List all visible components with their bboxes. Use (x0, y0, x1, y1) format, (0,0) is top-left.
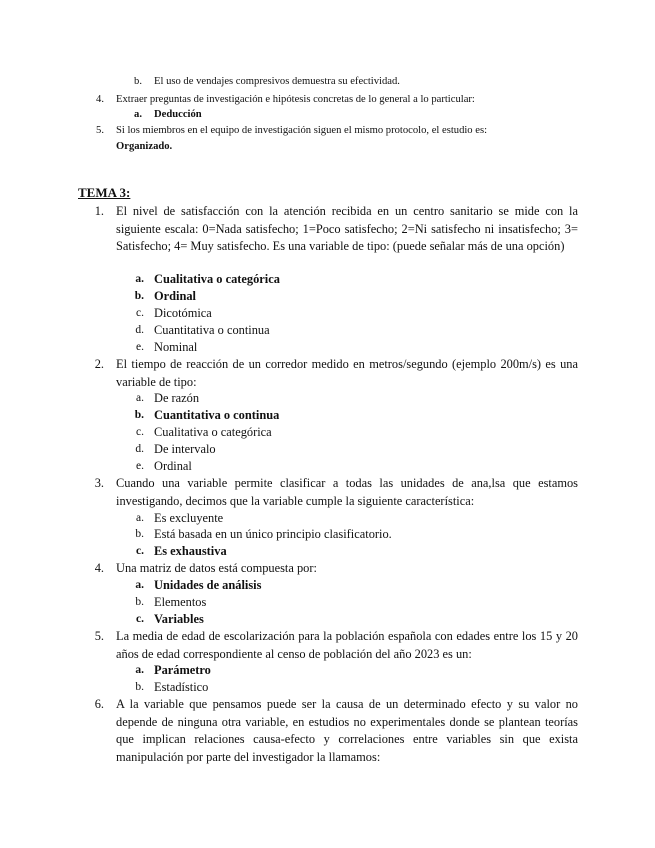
question-number: 4. (94, 561, 104, 575)
option-text: De razón (154, 391, 200, 405)
option-text: Elementos (154, 595, 207, 609)
option-letter: d. (135, 443, 144, 455)
option-correct: Cualitativa o categórica (154, 272, 280, 286)
option-text: Nominal (154, 340, 198, 354)
option-letter: a. (135, 273, 144, 285)
option-letter: a. (135, 664, 144, 676)
option-correct: Cuantitativa o continua (154, 408, 280, 422)
option-letter: b. (134, 409, 144, 421)
question-text: El nivel de satisfacción con la atención recibida en un centro sanitario se mide con la siguiente escala: 0=Nada satisfecho; 1=Poco satisfecho; 2=Ni satisfecho ni insatisfecho; 3= Satisfecho; 4= Muy satisfecho. Es una variable de tipo: (puede señalar más de una opción) (116, 204, 578, 254)
option-correct: Variables (154, 612, 204, 626)
option-text: Cualitativa o categórica (154, 425, 272, 439)
prev-option-text: El uso de vendajes compresivos demuestra su efectividad. (154, 76, 400, 87)
question-number: 3. (94, 476, 104, 490)
option-text: De intervalo (154, 442, 216, 456)
option-text: Ordinal (154, 459, 192, 473)
option-text: Dicotómica (154, 306, 212, 320)
option-letter: c. (136, 426, 144, 438)
prev-q4-text: Extraer preguntas de investigación e hipótesis concretas de lo general a lo particular: (116, 94, 475, 105)
option-letter: e. (136, 341, 144, 353)
option-correct: Es exhaustiva (154, 544, 227, 558)
question-text: Cuando una variable permite clasificar a todas las unidades de ana,lsa que estamos investigando, decimos que la variable cumple la siguiente característica: (116, 476, 578, 508)
option-text: Está basada en un único principio clasificatorio. (154, 527, 392, 541)
option-letter: a. (136, 392, 144, 404)
prev-q4-answer-letter: a. (134, 109, 142, 120)
prev-q5-number: 5. (96, 125, 104, 136)
question-number: 1. (94, 204, 104, 218)
option-letter: e. (136, 460, 144, 472)
option-letter: b. (134, 290, 144, 302)
option-letter: b. (135, 681, 144, 693)
option-letter: a. (135, 579, 144, 591)
option-text: Es excluyente (154, 511, 224, 525)
question-number: 6. (94, 697, 104, 711)
prev-q4-number: 4. (96, 94, 104, 105)
option-letter: c. (136, 613, 144, 625)
prev-q5-answer: Organizado. (116, 141, 173, 152)
option-letter: c. (136, 545, 144, 557)
question-number: 5. (94, 629, 104, 643)
option-text: Cuantitativa o continua (154, 323, 270, 337)
question-text: La media de edad de escolarización para la población española con edades entre los 15 y 20 años de edad correspondiente al censo de población del año 2023 es un: (116, 629, 578, 661)
option-letter: c. (136, 307, 144, 319)
option-letter: d. (135, 324, 144, 336)
option-letter: b. (135, 528, 144, 540)
option-text: Estadístico (154, 680, 209, 694)
question-text: A la variable que pensamos puede ser la causa de un determinado efecto y su valor no depende de ninguna otra variable, en estudios no experimentales donde se plantean teorías que implican relaciones causa-efecto y correlaciones entre variables sin que exista manipulación por parte del investigador la llamamos: (116, 697, 578, 764)
option-correct: Unidades de análisis (154, 578, 262, 592)
option-correct: Parámetro (154, 663, 211, 677)
question-text: El tiempo de reacción de un corredor medido en metros/segundo (ejemplo 200m/s) es una variable de tipo: (116, 357, 578, 389)
option-correct: Ordinal (154, 289, 196, 303)
question-number: 2. (94, 357, 104, 371)
section-heading: TEMA 3: (78, 185, 131, 200)
prev-option-letter: b. (134, 76, 142, 87)
option-letter: b. (135, 596, 144, 608)
question-text: Una matriz de datos está compuesta por: (116, 561, 317, 575)
option-letter: a. (136, 512, 144, 524)
prev-q4-answer: Deducción (154, 109, 202, 120)
prev-q5-text: Si los miembros en el equipo de investigación siguen el mismo protocolo, el estudio es: (116, 125, 488, 136)
